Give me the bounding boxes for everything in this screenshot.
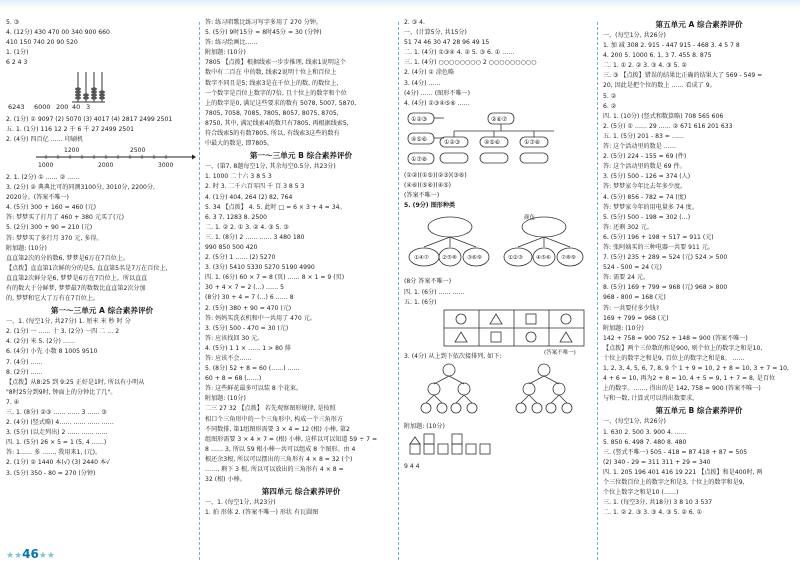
text-line: 2. 1. (2分) ① …… ② ……	[6, 173, 80, 181]
text-line: 5. (9分) 图形种类	[404, 202, 456, 210]
column-4	[603, 18, 795, 518]
numline-label: 2000	[98, 161, 114, 169]
text-line: 6. ②	[603, 102, 617, 110]
text-line: 三. 1. (每空3分, 共18分) 3 8 10 3 537	[603, 499, 713, 507]
text-line: 附加题: (10分)	[404, 422, 445, 430]
text-line: 答: 梦梦买了打月了 460 + 380 元买了(元)	[6, 214, 124, 222]
text-line: 2. (1分) ② 1440 本(√) (3) 2440 本√	[6, 459, 110, 467]
venn-set: ①②③	[508, 255, 523, 262]
text-line: 上的数字。……, 得出的是 142, 758 = 900 (答案不唯一)	[603, 385, 761, 393]
venn-set: ②⑤⑧	[442, 255, 457, 262]
number-line	[6, 145, 196, 169]
text-line: 1. 1000 二十六 3 8 5 3	[205, 173, 272, 181]
text-line: 60 + 8 = 68 (……)	[205, 375, 262, 383]
set-label: ②⑥⑦	[491, 115, 508, 123]
text-line: 中最大的数是, 即7805。	[205, 140, 274, 148]
text-line: (8分 答案不唯一)	[404, 278, 452, 286]
text-line: 20, 因此是把个位的数上 …… 看成了 9。	[603, 82, 716, 90]
text-line: 答: 练习唱歌比练习写字多用了 270 分钟。	[205, 19, 322, 26]
text-line: 五. 1. (1分) 116 12 2 千 6 千 27 2499 2501	[6, 125, 134, 133]
text-line: 答: 还剩 302 元。	[603, 223, 653, 231]
text-line: 4. (5分) 1 1 × …… 1 > 80 排	[205, 344, 291, 352]
text-line: 4. (12分) 430 470 00 340 900 660	[6, 29, 110, 37]
branch-diagram-1	[404, 109, 594, 167]
text-line: 答: 应该不会……	[205, 355, 252, 362]
text-line: 三. (竖式不唯一) 505 - 418 = 87 418 + 87 = 505	[603, 448, 748, 456]
text-line: 5. 850 6. 498 7. 480 8. 480	[603, 438, 687, 446]
text-line: 数字不同且是5; 线索3是在千位上的数, 的数位上,	[205, 79, 339, 87]
text-line: 2. (4分) (竖式略) 4…… …… …… ……	[6, 419, 114, 427]
text-line: 十位上的数字之和是9, 百位上的数字之和是8。 ……	[603, 355, 745, 362]
text-line: 一、1. (每空1分, 共27分) 1. 厘米 米 秒 时 分	[6, 318, 131, 326]
text-line: 9 4 4	[404, 463, 420, 471]
text-line: 答: 需要 24 元。	[603, 274, 650, 282]
venn-set: ⑦⑧⑨	[561, 255, 576, 262]
text-line: 169 + 799 = 968 (元)	[603, 314, 669, 322]
text-line: 2. 时 3. 二千六百零四 千 百 3 8 5 3	[205, 183, 305, 191]
set-label: ①②③	[444, 138, 461, 146]
text-line: 968 - 800 = 168 (元)	[603, 294, 666, 302]
text-line: 4. (4分) ①③④⑤⑥ ……	[404, 99, 470, 107]
text-line: 三. 1. (4分) ○○○○○○○○ 2 ○○○○○○○○○	[404, 59, 537, 67]
column-1	[6, 18, 198, 479]
text-line: 6. (4分) 小先 小数 8 1005 9510	[6, 348, 98, 356]
text-line: 1. 加 减 308 2. 915 - 447 915 - 468 3. 4 5 7 8	[603, 42, 740, 50]
abacus-number: 3	[86, 103, 91, 112]
text-line: 5. (5分) 9时15分 = 8时45分 = 30 (分钟)	[205, 29, 322, 37]
text-line: 答: 梦梦家今年的用电量多 74 度。	[603, 203, 698, 211]
text-line: 【点拨】从8:25 到 9:25 正好是1时, 所以有小明从	[6, 378, 145, 386]
venn-label: 颜色	[524, 215, 536, 222]
text-line: 2. (5分) 380 + 90 = 470 (元)	[205, 304, 292, 312]
text-line: "8时25分到9时, 钟面上的分钟比了几"。	[6, 388, 117, 396]
text-line: 五. 1. (5分) 201 - 83 = ……	[603, 132, 685, 140]
text-line: 8 …… 3, 所以 59 根小棒一共可以组成 8 个图形。由 4	[205, 445, 356, 453]
venn-diagram	[404, 211, 594, 273]
text-line: 有的数大于分鲜梦, 梦梦最7的数数比直直第2次分加	[6, 284, 146, 292]
text-line: 5. (5分) 500 - 198 = 302 (…)	[603, 213, 691, 221]
text-line: 6. (5分) 196 + 198 + 517 = 911 (元)	[603, 233, 714, 241]
text-line: 7. (5分) 235 + 289 = 524 (元) 524 > 500	[603, 254, 728, 262]
text-line: 四. 1. (10分) (竖式和数算略) 708 565 606	[603, 112, 724, 120]
text-line: 1. (1分)	[6, 49, 29, 57]
set-label: ④⑤⑥	[484, 138, 501, 146]
text-line: 3. (5分) 350 - 80 = 270 (分钟)	[6, 469, 96, 477]
text-line: 3. (3分) 5410 5330 5270 5190 4990	[205, 264, 315, 272]
text-line: (④⑥)(⑤⑥)(④⑤)	[404, 182, 452, 190]
text-line: 四. 1. 205 196 401 416 19 221 【点拨】和是400时, 两	[603, 468, 763, 476]
text-line: 附加题: (10分)	[6, 244, 47, 252]
abacus-number: 200	[56, 103, 69, 112]
text-line: 7805, 7058, 7085, 7805, 8057, 8075, 8705,	[205, 109, 339, 117]
text-line: 相口个三角形中的一个三角形中, 构成一个三角形方	[205, 415, 343, 423]
text-line: 一、1. (每空1分, 共23分)	[205, 499, 276, 507]
text-line: 【点拨】两个三位数的和是900, 则个位上的数字之和是10,	[603, 344, 763, 352]
text-line: 142 + 758 = 900 752 + 148 = 900 (答案不唯一)	[603, 334, 748, 342]
text-line: 5. ③	[6, 19, 20, 26]
section-heading: 第五单元 B 综合素养评价	[655, 406, 743, 416]
text-line: 2. (4分) ① 涂色略	[404, 69, 455, 77]
text-line: ……, 剩下 3 根, 所以可以放出的三角形有 4 × 8 =	[205, 466, 344, 474]
text-line: 4. (5分) 856 - 782 = 74 (度)	[603, 193, 687, 201]
numline-label: 3000	[158, 161, 174, 169]
text-line: 一个数字是百位上数字的7倍, 且十位上的数字和个位	[205, 89, 347, 97]
abacus-number: 6000	[34, 103, 51, 112]
text-line: 一、(每空1分, 共26分)	[603, 418, 666, 426]
text-line: 2. (1分) 一 …… 十 3. (2分) 一四 二 … 2	[6, 328, 120, 336]
text-line: 2. (5分) 224 - 155 = 69 (件)	[603, 153, 687, 161]
abacus-number: 40	[72, 103, 81, 112]
abacus-number: 6243	[8, 103, 25, 112]
text-line: 4 + 6 = 10, 再为2 + 8 = 10, 4 + 5 = 9, 1 + 7 = 8, 是百位	[603, 375, 776, 383]
text-line: 二. 1. ② 2. ① 3. ② 4. ③ 5. ③	[205, 223, 289, 231]
text-line: 不同数排, 第1组图形需要 3 × 4 = 12 (根) 小棒, 第2	[205, 425, 350, 433]
text-line: 答: 1…… 多 ……, 我用来1, (元)。	[6, 449, 102, 457]
section-heading: 第一～三单元 A 综合素养评价	[50, 306, 154, 316]
page-number: ★★46★★	[6, 547, 55, 561]
text-line: 3. (4分) 从上到下依次接排列, 如下:	[404, 352, 502, 360]
column-divider	[199, 22, 200, 560]
section-heading: 第四单元 综合素养评价	[261, 487, 341, 497]
text-line: 答: 妈妈买洗衣机和中一共用了 470 元。	[205, 314, 316, 322]
text-line: 二. 1. ① 2. ② 3. ③ 4. ③ 5. ②	[603, 62, 687, 70]
column-3	[404, 18, 596, 472]
text-line: (2) 340 - 29 = 311 311 + 29 = 340	[603, 458, 711, 466]
set-label: ①⑦⑧	[524, 138, 541, 146]
text-line: 524 - 500 = 24 (元)	[603, 264, 662, 272]
text-line: 二. 1. ② 2. ③ 3. ③ 4. ③ 5. ② 6. ①	[603, 509, 702, 517]
text-line: 7. ④	[6, 398, 20, 406]
text-line: 1. 拍 形体 2. (答案不唯一) 形状 有瓦圆图	[205, 509, 319, 517]
venn-set: ④⑤⑥	[536, 255, 551, 262]
column-2	[205, 18, 397, 518]
text-line: (答案不唯一)	[404, 192, 440, 200]
text-line: 51 74 46 30 47 28 96 49 15	[404, 39, 490, 47]
text-line: 4. (1分) 404, 264 (2) 82, 764	[205, 193, 293, 201]
column-divider	[597, 22, 598, 560]
numline-label: 1200	[64, 146, 80, 154]
text-line: 直直第2次的分的数6, 梦梦是6万在7百位上。	[6, 254, 129, 262]
text-line: 5. 34 【点拨】 4. 5. 此时 □ = 6 × 3 + 4 = 34。	[205, 203, 346, 211]
text-line: 答: 这个活动里的数是 69 件。	[603, 163, 686, 171]
text-line: 四. 1. (6分) …… ……	[404, 288, 465, 296]
text-line: 附加题: (10分)	[205, 395, 246, 403]
text-line: 三. 1. (8分) 2 …… …… 3 480 180	[205, 233, 305, 241]
top-band	[0, 0, 800, 8]
text-line: 符合线索5的有数7805, 所以, 有线索3这些的数有	[205, 130, 340, 138]
text-line: 3. (5分) 500 - 126 = 374 (人)	[603, 173, 691, 181]
column-divider	[398, 22, 399, 560]
text-line: 一、(计算5分, 共15分)	[404, 29, 467, 37]
text-line: 个位上数字之和是10 (……)	[603, 489, 679, 497]
text-line: 一、(第7, 8题每空1分, 其余每空0.5分, 共23分)	[205, 163, 336, 171]
text-line: 二三 27 32 【点拨】 若先观察图形规律, 是按照	[205, 405, 336, 413]
text-line: 四. 1. (6分) 60 × 7 = 8 (页) …… 8 × 1 = 9 (页)	[205, 274, 345, 282]
text-line: 个三位数百位上的数字之和是3, 十位上的数字和是9,	[603, 479, 745, 487]
text-line: 根还余3根, 所以可以摆出的三角形有 4 × 8 = 32 (个)	[205, 455, 353, 463]
text-line: 五. 1. (6分)	[404, 298, 437, 306]
text-line: 2. (1分) ① 9097 (2) 5070 (3) 4017 (4) 2817 2499 2501	[6, 115, 173, 123]
text-line: 2. (5分) 1 …… (2) 5270	[205, 254, 276, 262]
text-line: 1, 2, 3, 4, 5, 6, 7, 8, 9 个 1 + 9 = 10, 2 + 8 = 10, 3 + 7 = 10,	[603, 365, 789, 373]
text-line: 2. ③ 4.	[404, 19, 425, 26]
text-line: 7805 【点拨】根据线索一步步推理, 线索1说明这个	[205, 59, 346, 67]
text-line: 附加题: (10分)	[603, 324, 644, 332]
text-line: 答: 练习绘画比……	[205, 39, 258, 47]
text-line: 30 + 4 × 7 = 2 (…) …… 5	[205, 284, 285, 292]
text-line: 组图形需要 3 × 4 × 7 = (根) 小棒, 这样以可以知道 59 ÷ 7 =	[205, 435, 378, 443]
text-line: 990 850 500 420	[205, 243, 258, 251]
text-line: 4. (5分) 300 + 160 = 460 (元)	[6, 204, 97, 212]
text-line: 8750, 其中, 满足线索4的数只有7805, 再根据线索5,	[205, 119, 349, 127]
text-line: (4分) …… (图形不唯一)	[404, 89, 471, 97]
text-line: 2. (5分) ① …… 29 …… ② 671 616 201 633	[603, 122, 733, 130]
text-line: 7. (4分) ……	[6, 358, 43, 366]
section-heading: 第五单元 A 综合素养评价	[655, 20, 743, 29]
numline-label: 2500	[130, 146, 146, 154]
text-line: 二. 1. (4分) ①③④ 4. ② 5. ③ 6. ① ……	[404, 49, 515, 57]
tree-diagrams	[404, 362, 594, 418]
text-line: 三. ③ 【点拨】错误的结果比正确的结果大了 569 - 549 =	[603, 72, 763, 80]
text-line: 5. ②	[603, 92, 617, 100]
text-line: 5. (2分) 300 + 90 = 210 (元)	[6, 224, 93, 232]
numline-label: 1000	[38, 161, 54, 169]
text-line: 3. (5分) (以走列出) 2 …… …… ……	[6, 429, 108, 437]
text-line: 答: 应该找回 30 元。	[205, 334, 264, 342]
set-label: ①⑦⑧	[411, 155, 428, 163]
set-label: ①②③	[411, 115, 428, 123]
text-line: 8. (2分) ……	[6, 368, 43, 376]
text-line: 8. (5分) 169 + 799 = 968 (元) 968 > 800	[603, 284, 728, 292]
text-line: 32 (根) 小棒。	[205, 476, 246, 484]
text-line: 答: 一共要付多少钱?	[603, 304, 659, 312]
set-label: ④⑤⑥	[411, 135, 428, 143]
page-number-text: 46	[22, 547, 39, 561]
text-line: 一、(每空1分, 共26分)	[603, 32, 666, 39]
section-heading: 第一～三单元 B 综合素养评价	[249, 151, 353, 161]
venn-set: ③⑥⑨	[467, 255, 482, 262]
text-line: 三. 1. (8分) ②③ …… …… 3 …… ③	[6, 409, 107, 416]
text-line: (①②)(①⑤)(②③)(③⑥)	[404, 171, 467, 179]
text-line: 1. 630 2. 500 3. 900 4. ……	[603, 428, 687, 436]
text-line: 附加题: (10分)	[205, 49, 246, 57]
text-line: 4. (2分) 米 5. (2分) ……	[6, 338, 76, 346]
text-line: 直直第2次鲜分是6, 梦梦是6万在7百位上。所以直直	[6, 274, 148, 282]
venn-set: ①④⑦	[414, 255, 429, 262]
text-line: 数中有二百在 中的数, 线索2说明十位上和百位上	[205, 69, 337, 77]
text-line: 与和一数, 计算式可以得出数要求。	[603, 395, 699, 403]
text-line: 3. (5分) 500 - 470 = 30 (元)	[205, 324, 289, 332]
note: (答案不唯一)	[544, 349, 576, 356]
text-line: 答: 梦梦家今年比去年多少度。	[603, 183, 687, 191]
text-line: 的, 梦梦和它大了万有在7百位上。	[6, 295, 100, 303]
text-line: 答: 这个活动里的数是 ……	[603, 143, 676, 151]
text-line: 【点拨】直直第1次鲜的分的是5, 直直第5名是7万在百位上,	[6, 264, 168, 272]
stacked-blocks	[404, 432, 524, 458]
text-line: 四. 1. (5分) 26 × 5 = 1 (5, 4 ……)	[6, 439, 107, 447]
text-line: 410 150 740 20 90 520	[6, 39, 78, 47]
abacus-figure	[6, 68, 106, 110]
text-line: 上的数字是0, 满足这些要求的数有 5078, 5007, 5870,	[205, 99, 357, 107]
text-line: 答: 梦梦买了多行月 370 元, 多得。	[6, 234, 103, 242]
text-line: 2020分。(答案不唯一)	[6, 194, 69, 202]
text-line: 3. (2分) ② 典典比可的同测3100分, 3010分, 2200分,	[6, 184, 155, 192]
text-line: 3. (4分) ……	[404, 79, 441, 87]
text-line: 6. 3 7. 1283 8. 2500	[205, 213, 268, 221]
text-line: 6 2 4 3	[6, 59, 28, 67]
text-line: 5. (8分) 52 + 8 = 60 (……) ……	[205, 365, 300, 373]
text-line: 4. 200 5. 1000 6. 1, 3 7. 455 8. 875	[603, 52, 712, 60]
text-line: 答: 这些鲜花最多可以装 8 个花束。	[205, 385, 303, 393]
text-line: 2. (4分) 四百亿 …… 印刷机	[6, 135, 84, 143]
text-line: 答: 张阿姨买的三种电器一共要 911 元。	[603, 243, 714, 251]
text-line: (8分) 30 + 4 = 7 (…) 6 …… 8	[205, 294, 294, 302]
